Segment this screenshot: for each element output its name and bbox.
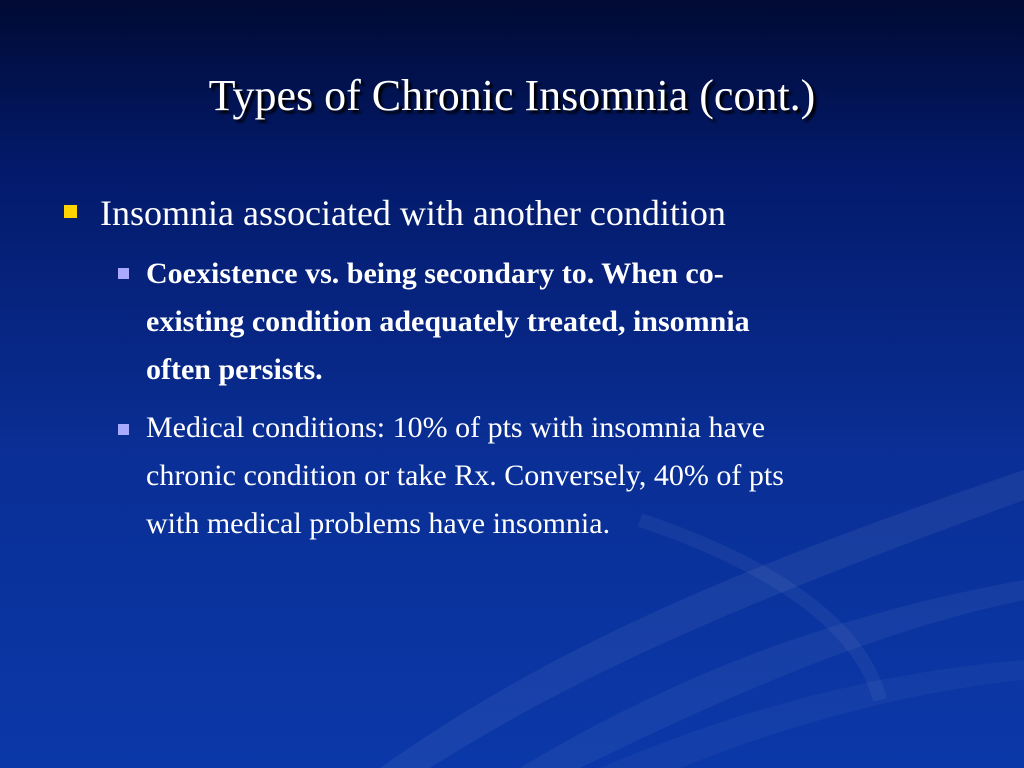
square-bullet-icon — [118, 268, 129, 279]
square-bullet-icon — [64, 205, 77, 218]
sub-bullet-coexistence — [146, 250, 986, 394]
sub-bullet-line: often persists. — [146, 353, 323, 386]
sub-bullet-line: Medical conditions: 10% of pts with insomnia have — [146, 411, 766, 444]
sub-bullet-line: Coexistence vs. being secondary to. When co- — [146, 257, 724, 290]
sub-bullet-line: with medical problems have insomnia. — [146, 507, 611, 540]
slide-title: Types of Chronic Insomnia (cont.) — [208, 71, 816, 120]
bullet-level1-text: Insomnia associated with another condition — [100, 193, 726, 233]
sub-bullet-medical-conditions — [146, 404, 986, 548]
sub-bullet-line: existing condition adequately treated, insomnia — [146, 305, 750, 338]
sub-bullet-line: chronic condition or take Rx. Conversely, 40% of pts — [146, 459, 784, 492]
square-bullet-icon — [118, 424, 129, 435]
